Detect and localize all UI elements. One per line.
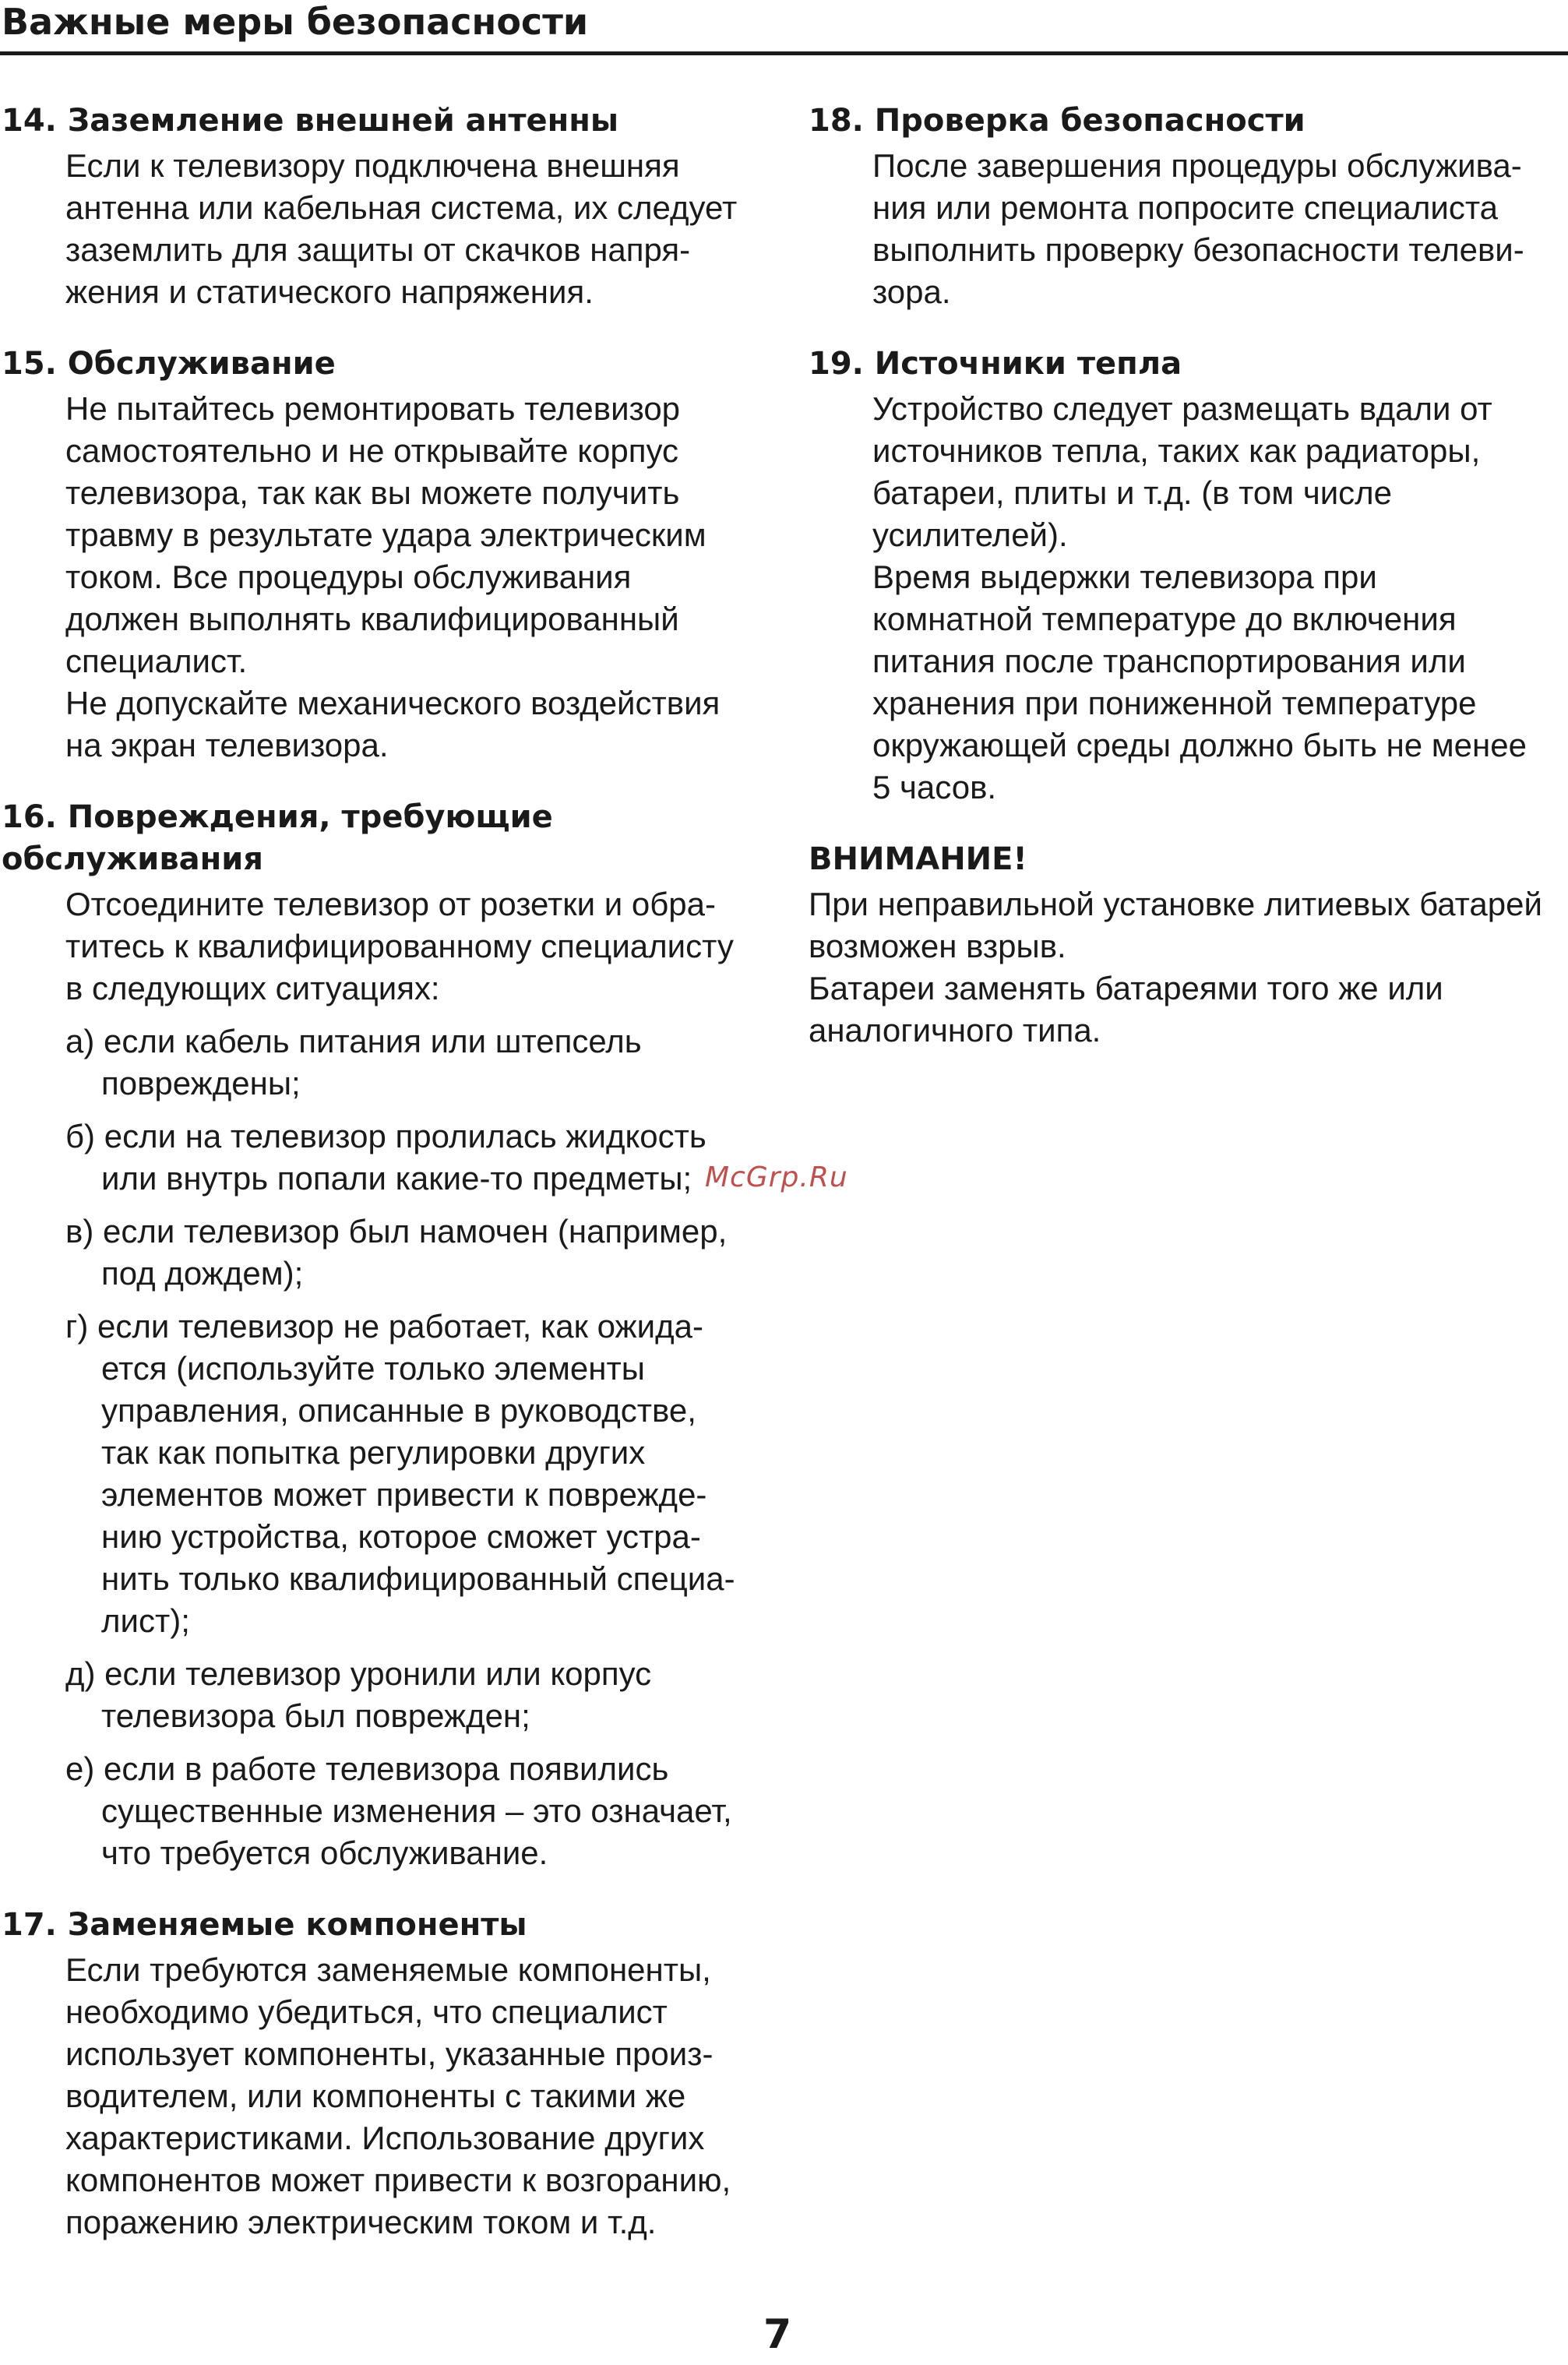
- list-item: б) если на телевизор пролилась жидкость или внутрь попали какие-то предметы;: [65, 1118, 706, 1197]
- section-body: [2, 145, 773, 313]
- section-body: [2, 883, 773, 1874]
- warning-paragraph: При неправильной установке литиевых батарей возможен взрыв.: [809, 886, 1542, 964]
- section-body: [809, 145, 1568, 313]
- section-heading: 15. Обслуживание: [2, 346, 336, 382]
- right-column: [809, 100, 1568, 1081]
- paragraph: Если к телевизору подключена внешняя антенна или кабельная система, их следует заземлить для защиты от скачков напря- жения и статического напряжения.: [65, 147, 738, 310]
- paragraph: После завершения процедуры обслужива- ния или ремонта попросите специалиста выполнить проверку безопасности телеви- зора.: [872, 147, 1524, 310]
- section-heading: 19. Источники тепла: [809, 346, 1182, 382]
- page-number: 7: [763, 2311, 792, 2358]
- section-body: [2, 388, 773, 767]
- warning-paragraph: Батареи заменять батареями того же или аналогичного типа.: [809, 970, 1443, 1049]
- section-body: [2, 1949, 773, 2243]
- page-header: [0, 0, 1568, 55]
- section-19-heat-sources: [809, 343, 1568, 809]
- section-17-replacement-parts: [2, 1904, 773, 2243]
- list-item: а) если кабель питания или штепсель повреждены;: [65, 1023, 642, 1101]
- watermark: McGrp.Ru: [705, 1161, 848, 1193]
- section-heading: 17. Заменяемые компоненты: [2, 1907, 527, 1943]
- warning-heading: ВНИМАНИЕ!: [809, 841, 1027, 877]
- paragraph: Не пытайтесь ремонтировать телевизор самостоятельно и не открывайте корпус телевизора, так как вы можете получить травму в результате удара электрическим током. Все процедуры обслуживания должен выполнять квалифицированный специалист.: [65, 390, 706, 679]
- section-15-maintenance: [2, 343, 773, 767]
- paragraph: Не допускайте механического воздействия на экран телевизора.: [65, 685, 721, 763]
- paragraph: Время выдержки телевизора при комнатной температуре до включения питания после транспортирования или хранения при пониженной температуре окружающей среды должно быть не менее 5 часов.: [872, 559, 1527, 805]
- section-body: [809, 388, 1568, 809]
- list-item: г) если телевизор не работает, как ожида- ется (используйте только элементы управления, описанные в руководстве, так как попытка регулировки других элементов может привести к поврежде- нию устройства, которое сможет устра- нить только квалифицированный специа- лист);: [65, 1308, 735, 1639]
- page-title: Важные меры безопасности: [2, 1, 589, 43]
- left-column: [2, 100, 773, 2273]
- list-item: е) если в работе телевизора появились существенные изменения – это означает, что требуется обслуживание.: [65, 1750, 732, 1871]
- section-16-damage-requiring-service: [2, 796, 773, 1874]
- section-14-antenna-grounding: [2, 100, 773, 313]
- section-heading: 18. Проверка безопасности: [809, 103, 1305, 139]
- list-item: в) если телевизор был намочен (например, под дождем);: [65, 1213, 728, 1292]
- section-18-safety-check: [809, 100, 1568, 313]
- section-heading: 16. Повреждения, требующие обслуживания: [2, 799, 553, 877]
- paragraph: Если требуются заменяемые компоненты, необходимо убедиться, что специалист использует компоненты, указанные произ- водителем, или компоненты с такими же характеристиками. Использование других компонентов может привести к возгоранию, поражению электрическим током и т.д.: [65, 1951, 731, 2240]
- warning-block: [809, 838, 1568, 1052]
- paragraph: Отсоедините телевизор от розетки и обра- титесь к квалифицированному специалисту в следующих ситуациях:: [65, 886, 734, 1006]
- paragraph: Устройство следует размещать вдали от источников тепла, таких как радиаторы, батареи, плиты и т.д. (в том числе усилителей).: [872, 390, 1492, 553]
- list-item: д) если телевизор уронили или корпус телевизора был поврежден;: [65, 1655, 652, 1734]
- section-heading: 14. Заземление внешней антенны: [2, 103, 619, 139]
